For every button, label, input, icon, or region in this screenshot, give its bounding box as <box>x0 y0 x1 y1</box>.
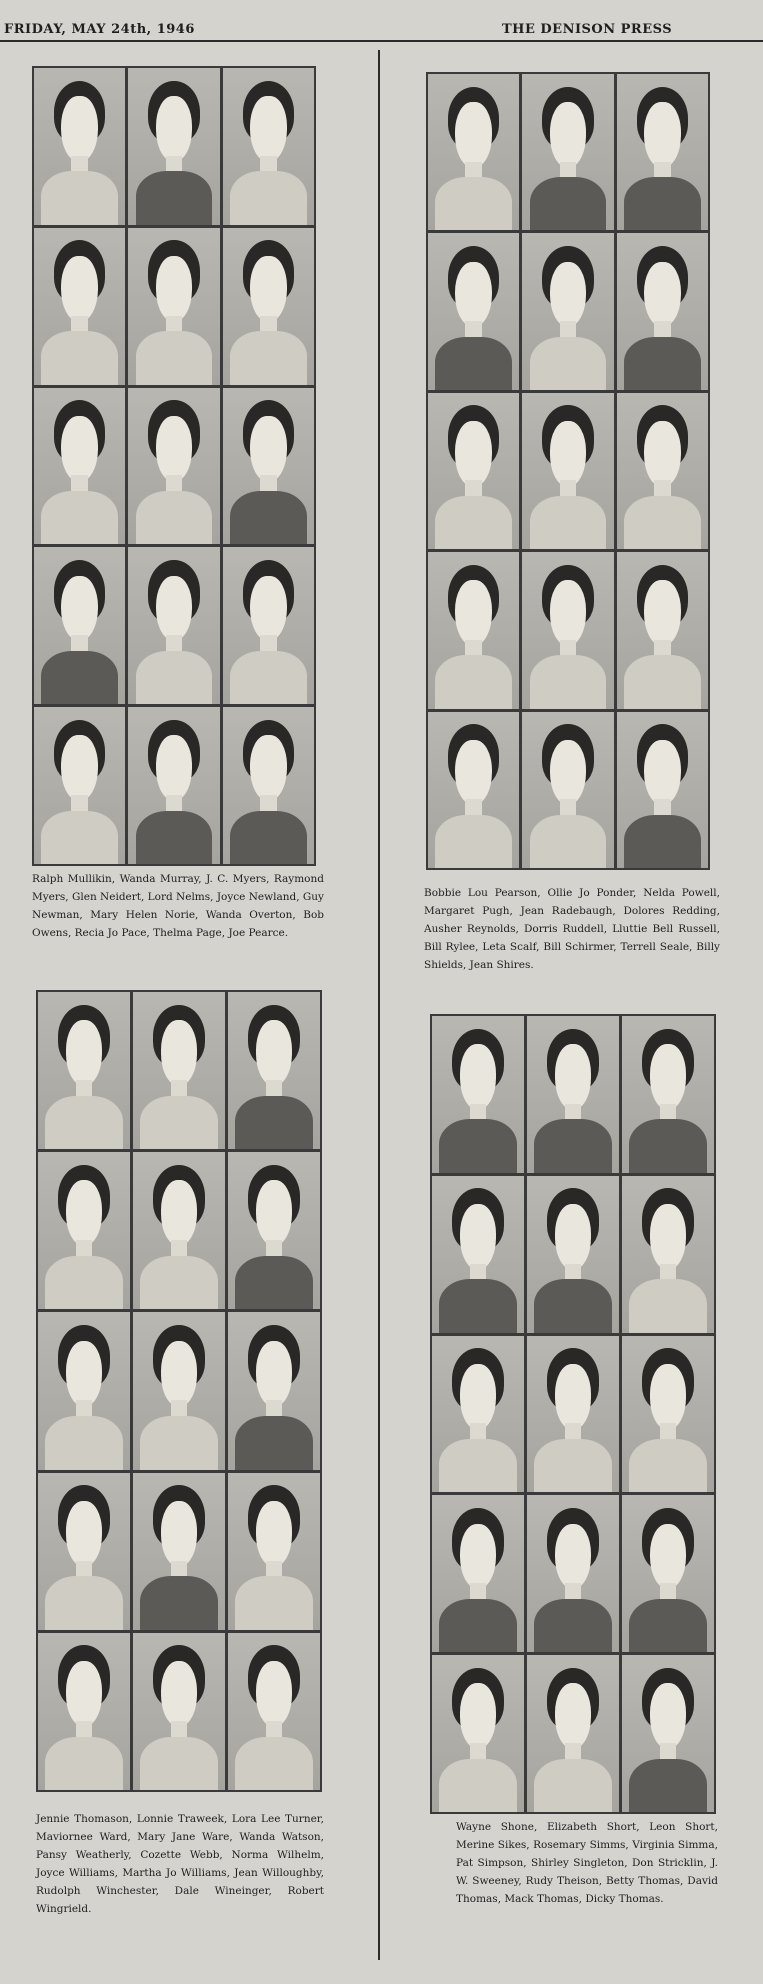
student-portrait <box>133 1633 225 1790</box>
student-portrait <box>133 1312 225 1469</box>
portrait-face <box>156 576 193 642</box>
student-portrait <box>522 74 613 230</box>
portrait-face <box>156 416 193 482</box>
portrait-body <box>624 815 701 868</box>
student-portrait <box>617 233 708 389</box>
portrait-face <box>455 740 492 806</box>
student-portrait <box>617 74 708 230</box>
portrait-face <box>650 1683 687 1749</box>
portrait-face <box>156 96 193 162</box>
student-portrait <box>128 547 219 704</box>
student-portrait <box>228 1312 320 1469</box>
portrait-face <box>66 1501 103 1567</box>
portrait-face <box>460 1044 497 1110</box>
portrait-face <box>250 416 287 482</box>
portrait-body <box>530 496 607 549</box>
portrait-face <box>455 102 492 168</box>
portrait-body <box>435 815 512 868</box>
portrait-body <box>140 1416 217 1469</box>
student-portrait <box>38 1152 130 1309</box>
portrait-body <box>235 1256 312 1309</box>
portrait-body <box>624 496 701 549</box>
portrait-face <box>161 1661 198 1727</box>
portrait-face <box>455 262 492 328</box>
photo-grid-4 <box>430 1014 716 1814</box>
portrait-body <box>530 655 607 708</box>
portrait-face <box>66 1341 103 1407</box>
student-portrait <box>133 1473 225 1630</box>
portrait-face <box>644 421 681 487</box>
portrait-face <box>66 1180 103 1246</box>
photo-grid-1 <box>32 66 316 866</box>
student-portrait <box>38 1312 130 1469</box>
caption-1: Ralph Mullikin, Wanda Murray, J. C. Myers, Raymond Myers, Glen Neidert, Lord Nelms, Joyce Newland, Guy Newman, Mary Helen Norie, Wanda Overton, Bob Owens, Recia Jo Pace, Thelma Page, Joe Pearce. <box>32 873 324 939</box>
portrait-body <box>41 171 118 224</box>
portrait-body <box>235 1096 312 1149</box>
student-portrait <box>527 1336 619 1493</box>
portrait-face <box>250 96 287 162</box>
photo-grid-3 <box>36 990 322 1792</box>
student-portrait <box>617 712 708 868</box>
student-portrait <box>38 1473 130 1630</box>
portrait-body <box>624 337 701 390</box>
portrait-body <box>435 337 512 390</box>
portrait-body <box>45 1416 122 1469</box>
portrait-face <box>455 421 492 487</box>
student-portrait <box>432 1655 524 1812</box>
portrait-face <box>250 576 287 642</box>
portrait-face <box>650 1524 687 1590</box>
student-portrait <box>128 707 219 864</box>
student-portrait <box>432 1495 524 1652</box>
student-portrait <box>223 228 314 385</box>
portrait-body <box>41 651 118 704</box>
student-portrait <box>622 1336 714 1493</box>
student-portrait <box>428 233 519 389</box>
portrait-body <box>136 331 213 384</box>
student-portrait <box>622 1495 714 1652</box>
portrait-body <box>235 1576 312 1629</box>
portrait-face <box>650 1044 687 1110</box>
portrait-body <box>41 331 118 384</box>
student-portrait <box>128 388 219 545</box>
portrait-face <box>256 1180 293 1246</box>
student-portrait <box>522 393 613 549</box>
student-portrait <box>527 1495 619 1652</box>
issue-date: FRIDAY, MAY 24th, 1946 <box>4 22 195 37</box>
portrait-face <box>61 256 98 322</box>
portrait-face <box>460 1524 497 1590</box>
portrait-body <box>624 177 701 230</box>
student-portrait <box>432 1016 524 1173</box>
portrait-face <box>650 1364 687 1430</box>
student-portrait <box>228 1473 320 1630</box>
student-portrait <box>622 1016 714 1173</box>
portrait-face <box>555 1524 592 1590</box>
portrait-body <box>230 491 307 544</box>
portrait-face <box>256 1020 293 1086</box>
student-portrait <box>527 1655 619 1812</box>
student-portrait <box>128 228 219 385</box>
student-portrait <box>617 393 708 549</box>
portrait-face <box>61 96 98 162</box>
student-portrait <box>34 68 125 225</box>
portrait-body <box>435 655 512 708</box>
portrait-body <box>439 1119 516 1172</box>
portrait-face <box>550 740 587 806</box>
portrait-body <box>439 1759 516 1812</box>
caption-3: Jennie Thomason, Lonnie Traweek, Lora Lee Turner, Maviornee Ward, Mary Jane Ware, Wanda Watson, Pansy Weatherly, Cozette Webb, Norma Wilhelm, Joyce Williams, Martha Jo Williams, Jean Willoughby, Rudolph Winchester, Dale Wineinger, Robert Wingrield. <box>36 1813 324 1915</box>
portrait-body <box>45 1096 122 1149</box>
portrait-face <box>555 1364 592 1430</box>
student-portrait <box>522 552 613 708</box>
portrait-body <box>140 1737 217 1790</box>
portrait-body <box>230 651 307 704</box>
student-portrait <box>133 992 225 1149</box>
column-rule <box>378 50 380 1960</box>
portrait-body <box>530 337 607 390</box>
portrait-body <box>530 815 607 868</box>
student-portrait <box>428 712 519 868</box>
student-portrait <box>38 992 130 1149</box>
student-portrait <box>223 707 314 864</box>
student-portrait <box>527 1176 619 1333</box>
portrait-body <box>534 1599 611 1652</box>
portrait-body <box>629 1119 706 1172</box>
portrait-body <box>534 1759 611 1812</box>
portrait-face <box>61 576 98 642</box>
student-portrait <box>622 1655 714 1812</box>
portrait-body <box>136 491 213 544</box>
portrait-face <box>256 1341 293 1407</box>
portrait-face <box>460 1364 497 1430</box>
student-portrait <box>432 1176 524 1333</box>
portrait-body <box>41 811 118 864</box>
student-portrait <box>223 547 314 704</box>
portrait-body <box>435 496 512 549</box>
caption-2: Bobbie Lou Pearson, Ollie Jo Ponder, Nelda Powell, Margaret Pugh, Jean Radebaugh, Dolores Redding, Ausher Reynolds, Dorris Ruddell, Lluttie Bell Russell, Bill Rylee, Leta Scalf, Bill Schirmer, Terrell Seale, Billy Shields, Jean Shires. <box>424 887 720 971</box>
portrait-face <box>455 580 492 646</box>
portrait-face <box>555 1044 592 1110</box>
portrait-face <box>256 1661 293 1727</box>
student-portrait <box>522 233 613 389</box>
portrait-face <box>61 735 98 801</box>
student-portrait <box>527 1016 619 1173</box>
portrait-face <box>61 416 98 482</box>
portrait-body <box>435 177 512 230</box>
student-portrait <box>617 552 708 708</box>
student-portrait <box>223 68 314 225</box>
newspaper-header <box>0 0 763 42</box>
newspaper-title: THE DENISON PRESS <box>502 22 673 37</box>
portrait-face <box>66 1020 103 1086</box>
portrait-body <box>439 1279 516 1332</box>
portrait-face <box>460 1683 497 1749</box>
portrait-body <box>230 811 307 864</box>
portrait-face <box>156 735 193 801</box>
portrait-body <box>45 1256 122 1309</box>
portrait-face <box>644 740 681 806</box>
portrait-body <box>136 811 213 864</box>
student-portrait <box>428 393 519 549</box>
portrait-body <box>230 331 307 384</box>
portrait-body <box>534 1279 611 1332</box>
student-portrait <box>228 992 320 1149</box>
portrait-body <box>629 1599 706 1652</box>
student-portrait <box>128 68 219 225</box>
portrait-face <box>644 262 681 328</box>
portrait-body <box>235 1416 312 1469</box>
portrait-face <box>161 1341 198 1407</box>
portrait-face <box>650 1204 687 1270</box>
portrait-face <box>550 421 587 487</box>
portrait-body <box>624 655 701 708</box>
portrait-body <box>140 1576 217 1629</box>
portrait-face <box>460 1204 497 1270</box>
portrait-face <box>161 1180 198 1246</box>
portrait-body <box>140 1256 217 1309</box>
portrait-body <box>41 491 118 544</box>
portrait-face <box>550 580 587 646</box>
student-portrait <box>34 228 125 385</box>
caption-4: Wayne Shone, Elizabeth Short, Leon Short, Merine Sikes, Rosemary Simms, Virginia Simma, Pat Simpson, Shirley Singleton, Don Stricklin, J. W. Sweeney, Rudy Theison, Betty Thomas, David Thomas, Mack Thomas, Dicky Thomas. <box>456 1821 718 1905</box>
student-portrait <box>34 707 125 864</box>
student-portrait <box>428 552 519 708</box>
portrait-body <box>530 177 607 230</box>
portrait-face <box>550 102 587 168</box>
portrait-body <box>136 651 213 704</box>
portrait-face <box>644 102 681 168</box>
student-portrait <box>133 1152 225 1309</box>
portrait-face <box>66 1661 103 1727</box>
portrait-face <box>250 735 287 801</box>
student-portrait <box>432 1336 524 1493</box>
portrait-face <box>555 1683 592 1749</box>
portrait-body <box>534 1119 611 1172</box>
portrait-body <box>629 1279 706 1332</box>
portrait-face <box>644 580 681 646</box>
student-portrait <box>228 1152 320 1309</box>
portrait-face <box>256 1501 293 1567</box>
student-portrait <box>228 1633 320 1790</box>
portrait-body <box>235 1737 312 1790</box>
portrait-body <box>45 1737 122 1790</box>
student-portrait <box>223 388 314 545</box>
portrait-body <box>136 171 213 224</box>
portrait-body <box>534 1439 611 1492</box>
portrait-face <box>156 256 193 322</box>
student-portrait <box>38 1633 130 1790</box>
portrait-body <box>230 171 307 224</box>
portrait-face <box>550 262 587 328</box>
portrait-body <box>629 1759 706 1812</box>
portrait-face <box>161 1501 198 1567</box>
portrait-face <box>555 1204 592 1270</box>
portrait-body <box>45 1576 122 1629</box>
portrait-face <box>161 1020 198 1086</box>
photo-grid-2 <box>426 72 710 870</box>
portrait-body <box>439 1599 516 1652</box>
student-portrait <box>622 1176 714 1333</box>
student-portrait <box>34 547 125 704</box>
student-portrait <box>522 712 613 868</box>
student-portrait <box>428 74 519 230</box>
portrait-body <box>439 1439 516 1492</box>
portrait-face <box>250 256 287 322</box>
student-portrait <box>34 388 125 545</box>
portrait-body <box>629 1439 706 1492</box>
portrait-body <box>140 1096 217 1149</box>
